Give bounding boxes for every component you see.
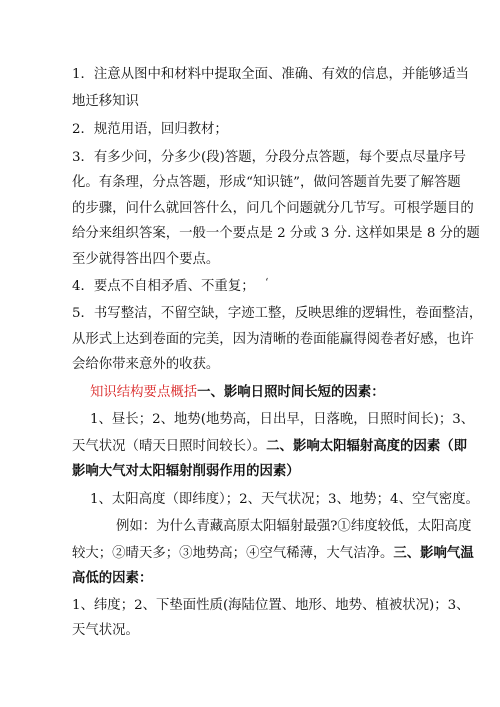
heading-temperature-line-2: 高低的因素： bbox=[72, 570, 153, 586]
item-3-line-2: 化。有条理，分点答题，形成“知识链”，做问答题首先要了解答题 bbox=[72, 175, 461, 190]
temperature-factors-line-1: 1、纬度；2、下垫面性质(海陆位置、地形、地势、植被状况)；3、 bbox=[72, 598, 470, 613]
item-3-line-5: 至少就得答出四个要点。 bbox=[72, 252, 220, 267]
heading-sunshine-duration: 一、影响日照时间长短的因素： bbox=[197, 384, 385, 400]
item-1-line-1: 1．注意从图中和材料中提取全面、准确、有效的信息，并能够适当 bbox=[72, 67, 469, 82]
sunshine-factors-line-1: 1、昼长；2、地势(地势高，日出早，日落晚，日照时间长)；3、 bbox=[90, 412, 475, 427]
sunshine-factors-line-2 bbox=[72, 437, 467, 456]
example-line-2 bbox=[72, 544, 474, 563]
section-heading-1 bbox=[90, 383, 385, 402]
heading-radiation-line-2: 影响大气对太阳辐射削弱作用的因素） bbox=[72, 463, 300, 479]
weather-note: 天气状况（晴天日照时间较长）。 bbox=[72, 439, 267, 454]
example-answer: 较大；②晴天多；③地势高；④空气稀薄，大气洁净。 bbox=[72, 546, 394, 561]
item-3-line-1: 3．有多少问，分多少(段)答题，分段分点答题，每个要点尽量序号 bbox=[72, 150, 466, 165]
temperature-factors-line-2: 天气状况。 bbox=[72, 623, 139, 638]
stray-mark: ‘ bbox=[265, 276, 269, 289]
example-line-1: 例如：为什么青藏高原太阳辐射最强?①纬度较低，太阳高度 bbox=[116, 519, 472, 534]
item-4: 4．要点不自相矛盾、不重复； bbox=[72, 279, 255, 294]
item-3-line-4: 给分来组织答案，一般一个要点是 2 分或 3 分. 这样如果是 8 分的题 bbox=[72, 226, 480, 241]
heading-temperature: 三、影响气温 bbox=[393, 545, 474, 561]
item-1-line-2: 地迁移知识 bbox=[72, 94, 139, 109]
item-5-line-1: 5．书写整洁，不留空缺，字迹工整，反映思维的逻辑性，卷面整洁， bbox=[72, 306, 483, 321]
item-3-line-3: 的步骤，问什么就回答什么，问几个问题就分几节写。可根学题目的 bbox=[72, 201, 474, 216]
item-5-line-3: 会给你带来意外的收获。 bbox=[72, 357, 220, 372]
heading-radiation: 二、影响太阳辐射高度的因素（即 bbox=[266, 438, 468, 454]
item-5-line-2: 从形式上达到卷面的完美，因为清晰的卷面能赢得阅卷者好感，也许 bbox=[72, 332, 474, 347]
radiation-factors: 1、太阳高度（即纬度）；2、天气状况；3、地势；4、空气密度。 bbox=[90, 492, 479, 507]
item-2: 2．规范用语，回归教材； bbox=[72, 122, 228, 137]
summary-label: 知识结构要点概括 bbox=[90, 385, 198, 400]
